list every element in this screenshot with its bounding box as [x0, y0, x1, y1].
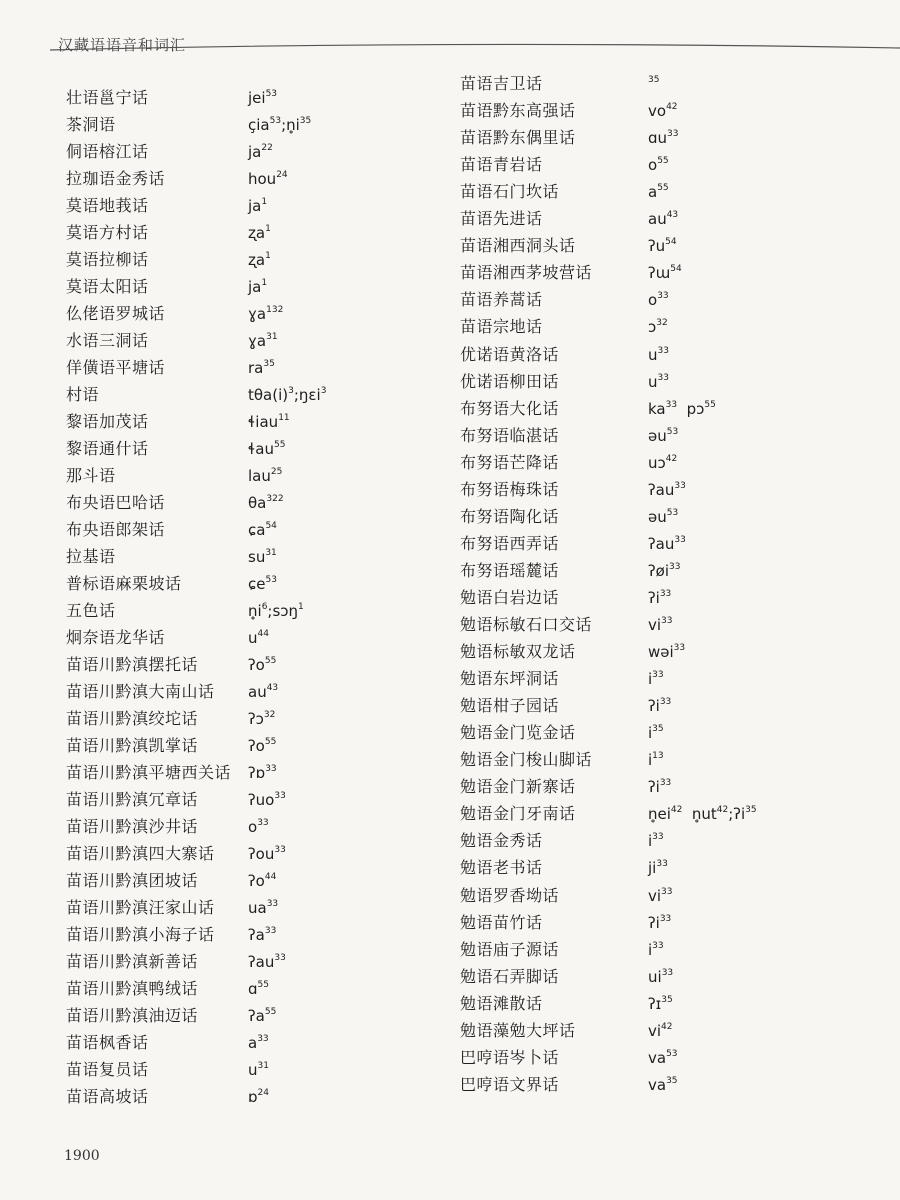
phonetic-form: ɑ$^{55}$ — [248, 980, 269, 998]
phonetic-form: $o^{55}$ — [648, 156, 669, 175]
phonetic-form: ʔɪ$^{35}$ — [648, 994, 673, 1013]
phonetic-form: ɬiau$^{11}$ — [248, 413, 290, 431]
dialect-name: 布央语郎架话 — [66, 520, 166, 539]
dialect-name: 佯僙语平塘话 — [66, 358, 166, 377]
phonetic-form: $au^{43}$ — [648, 210, 679, 229]
phonetic-form: $a^{55}$ — [648, 183, 669, 202]
phonetic-form: $n̥i^6;sɔŋ^1$ — [248, 602, 304, 620]
dialect-name: 苗语枫香话 — [66, 1033, 149, 1052]
dialect-name: 苗语吉卫话 — [460, 74, 543, 93]
dialect-name: 勉语东坪洞话 — [460, 669, 560, 689]
dialect-name: 苗语宗地话 — [460, 317, 543, 337]
phonetic-form: $n̥ei^{42}$ $n̥ut^{42};ʔi^{35}$ — [648, 805, 757, 824]
dialect-name: 苗语川黔滇绞坨话 — [66, 709, 199, 728]
phonetic-form: ʔɯ$^{54}$ — [648, 264, 682, 283]
dialect-name: 茶洞语 — [66, 115, 116, 134]
dialect-name: 仫佬语罗城话 — [66, 304, 166, 323]
dialect-name: 巴哼语岑卜话 — [460, 1047, 560, 1067]
dialect-name: 布努语陶化话 — [460, 506, 560, 526]
phonetic-form: ɣa$^{132}$ — [248, 305, 284, 323]
dialect-name: 普标语麻栗坡话 — [66, 574, 182, 593]
dialect-name: 苗语高坡话 — [66, 1087, 149, 1106]
dialect-name: 勉语标敏双龙话 — [460, 642, 576, 662]
dialect-name: 苗语川黔滇小海子话 — [66, 925, 215, 944]
dialect-name: 拉珈语金秀话 — [66, 169, 166, 188]
phonetic-form: ʔau$^{33}$ — [248, 953, 286, 971]
phonetic-form: ʔo$^{55}$ — [248, 737, 277, 755]
dialect-name: 苗语湘西茅坡营话 — [460, 263, 593, 283]
dialect-name: 苗语川黔滇沙井话 — [66, 817, 199, 836]
dialect-name: 那斗语 — [66, 466, 116, 485]
dialect-name: 苗语黔东高强话 — [460, 101, 576, 121]
dialect-name: 苗语川黔滇冗章话 — [66, 790, 199, 809]
dialect-name: 苗语黔东偶里话 — [460, 128, 576, 148]
dialect-name: 壮语邕宁话 — [66, 88, 149, 107]
phonetic-form: ʐa$^1$ — [248, 251, 271, 269]
dialect-name: 莫语地莪话 — [66, 196, 149, 215]
dialect-name: 苗语养蒿话 — [460, 290, 543, 310]
running-header: 汉藏语语音和词汇 — [58, 36, 187, 54]
header-rule — [50, 42, 900, 56]
phonetic-form: $u^{44}$ — [248, 629, 269, 647]
dialect-name: 苗语川黔滇新善话 — [66, 952, 199, 971]
dialect-name: 勉语金门牙南话 — [460, 804, 576, 824]
phonetic-form: əu$^{53}$ — [648, 426, 679, 445]
phonetic-form: $ui^{33}$ — [648, 967, 674, 986]
phonetic-form: $vi^{33}$ — [648, 616, 673, 634]
phonetic-form: wəi$^{33}$ — [648, 643, 686, 662]
phonetic-form: ɒ$^{24}$ — [248, 1088, 269, 1106]
dialect-name: 巴哼语文界话 — [460, 1074, 560, 1094]
phonetic-form: $vo^{42}$ — [648, 102, 678, 121]
phonetic-form: ʔau$^{33}$ — [648, 534, 686, 553]
phonetic-form: $ji^{33}$ — [648, 859, 668, 878]
dialect-name: 苗语川黔滇团坡话 — [66, 871, 199, 890]
dialect-name: 拉基语 — [66, 547, 116, 566]
phonetic-form: $ja^{22}$ — [248, 143, 273, 161]
dialect-name: 勉语白岩边话 — [460, 587, 560, 607]
dialect-name: 勉语金门览金话 — [460, 723, 576, 743]
dialect-name: 五色话 — [66, 601, 116, 620]
phonetic-form: ɣa$^{31}$ — [248, 332, 278, 350]
phonetic-form: ʔo$^{44}$ — [248, 872, 277, 890]
phonetic-form: $au^{43}$ — [248, 683, 279, 701]
phonetic-form: ʔuo$^{33}$ — [248, 791, 286, 809]
phonetic-form: ɑu$^{33}$ — [648, 129, 679, 148]
dialect-name: 勉语柑子园话 — [460, 696, 560, 716]
phonetic-form: ʔi$^{33}$ — [648, 913, 672, 932]
dialect-name: 莫语太阳话 — [66, 277, 149, 296]
dialect-name: 勉语老书话 — [460, 858, 543, 878]
phonetic-form: ʔɒ$^{33}$ — [248, 764, 277, 782]
phonetic-form: ʔu$^{54}$ — [648, 237, 677, 256]
phonetic-form: ʔi$^{33}$ — [648, 588, 672, 607]
phonetic-form: jei$^{53}$ — [248, 89, 278, 107]
phonetic-form: ɕa$^{54}$ — [248, 521, 277, 539]
phonetic-form: ʔou$^{33}$ — [248, 845, 286, 863]
dialect-name: 优诺语黄洛话 — [460, 344, 560, 364]
dialect-name: 布努语梅珠话 — [460, 479, 560, 499]
dialect-name: 苗语川黔滇四大寨话 — [66, 844, 215, 863]
phonetic-form: $u^{33}$ — [648, 372, 669, 391]
phonetic-form: ʔau$^{33}$ — [648, 480, 686, 499]
phonetic-form: $i^{33}$ — [648, 832, 664, 851]
phonetic-form: hou$^{24}$ — [248, 170, 288, 188]
dialect-name: 黎语加茂话 — [66, 412, 149, 431]
phonetic-form: $o^{33}$ — [248, 818, 269, 836]
dialect-name: 勉语金秀话 — [460, 831, 543, 851]
phonetic-form: uɔ$^{42}$ — [648, 453, 678, 472]
phonetic-form: lau$^{25}$ — [248, 467, 283, 485]
phonetic-form: $i^{33}$ — [648, 670, 664, 689]
phonetic-form: $ja^1$ — [248, 197, 268, 215]
dialect-name: 苗语川黔滇汪家山话 — [66, 898, 215, 917]
phonetic-form: ʔøi$^{33}$ — [648, 561, 681, 580]
dialect-name: 苗语川黔滇大南山话 — [66, 682, 215, 701]
dialect-name: 勉语滩散话 — [460, 993, 543, 1013]
phonetic-form: $ra^{35}$ — [248, 359, 275, 377]
dialect-name: 勉语标敏石口交话 — [460, 615, 593, 634]
page-number: 1900 — [64, 1148, 100, 1164]
dialect-name: 苗语湘西洞头话 — [460, 236, 576, 256]
dialect-name: 布努语芒降话 — [460, 452, 560, 472]
phonetic-form: ʔi$^{33}$ — [648, 778, 672, 797]
phonetic-form: $u^{31}$ — [248, 1061, 269, 1079]
dialect-name: 布努语大化话 — [460, 398, 560, 418]
phonetic-form: $\theta a^{322}$ — [248, 494, 284, 512]
dialect-name: 黎语通什话 — [66, 439, 149, 458]
dialect-name: 苗语川黔滇油迈话 — [66, 1006, 199, 1025]
phonetic-form: əu$^{53}$ — [648, 507, 679, 526]
dialect-name: 苗语川黔滇摆托话 — [66, 655, 199, 674]
dialect-name: 炯奈语龙华话 — [66, 628, 166, 647]
phonetic-form: $o^{33}$ — [648, 291, 669, 310]
dialect-name: 苗语先进话 — [460, 209, 543, 229]
dialect-name: 优诺语柳田话 — [460, 371, 560, 391]
phonetic-form: ʔa$^{55}$ — [248, 1007, 277, 1025]
phonetic-form: $va^{35}$ — [648, 1075, 678, 1094]
phonetic-form: $su^{31}$ — [248, 548, 277, 566]
phonetic-form: $ka^{33}$ pɔ$^{55}$ — [648, 399, 716, 418]
dialect-name: 苗语复员话 — [66, 1060, 149, 1079]
phonetic-form: $vi^{33}$ — [648, 886, 673, 905]
phonetic-form: ʐa$^1$ — [248, 224, 271, 242]
dialect-name: 勉语罗香坳话 — [460, 885, 560, 905]
phonetic-form: ɕe$^{53}$ — [248, 575, 277, 593]
dialect-name: 布努语临湛话 — [460, 425, 560, 445]
dialect-name: 勉语石弄脚话 — [460, 966, 560, 986]
dialect-name: 勉语庙子源话 — [460, 939, 560, 959]
dialect-name: 布努语西弄话 — [460, 533, 560, 553]
dialect-name: 苗语石门坎话 — [460, 182, 560, 202]
phonetic-form: ʔo$^{55}$ — [248, 656, 277, 674]
phonetic-form: $ua^{33}$ — [248, 899, 279, 917]
phonetic-form: $va^{53}$ — [648, 1048, 678, 1067]
phonetic-form: 35 — [648, 75, 660, 85]
phonetic-form: $i^{35}$ — [648, 724, 664, 743]
phonetic-form: $i^{13}$ — [648, 751, 664, 770]
dialect-name: 侗语榕江话 — [66, 142, 149, 161]
phonetic-form: ʔɔ$^{32}$ — [248, 710, 276, 728]
dialect-name: 苗语川黔滇凯掌话 — [66, 736, 199, 755]
dialect-name: 勉语金门梭山脚话 — [460, 750, 593, 770]
phonetic-form: $t\theta a(i)^3;ŋɛi^3$ — [248, 386, 327, 404]
phonetic-form: ʔa$^{33}$ — [248, 926, 277, 944]
phonetic-form: ʔi$^{33}$ — [648, 697, 672, 716]
dialect-name: 莫语方村话 — [66, 223, 149, 242]
dialect-name: 勉语金门新寨话 — [460, 777, 576, 797]
phonetic-form: ɬau$^{55}$ — [248, 440, 286, 458]
dialect-name: 水语三洞话 — [66, 331, 149, 350]
phonetic-form: $çia^{53};n̥i^{35}$ — [248, 116, 312, 134]
phonetic-form: $u^{33}$ — [648, 345, 669, 364]
dialect-name: 布努语瑶麓话 — [460, 560, 560, 580]
dialect-name: 苗语川黔滇鸭绒话 — [66, 979, 199, 998]
phonetic-form: ɔ$^{32}$ — [648, 318, 668, 337]
phonetic-form: $a^{33}$ — [248, 1034, 269, 1052]
phonetic-form: $i^{33}$ — [648, 940, 664, 959]
dialect-name: 勉语苗竹话 — [460, 912, 543, 932]
dialect-name: 村语 — [66, 385, 100, 404]
dialect-name: 苗语川黔滇平塘西关话 — [66, 763, 232, 782]
dialect-name: 勉语藻勉大坪话 — [460, 1020, 576, 1040]
phonetic-form: $vi^{42}$ — [648, 1021, 673, 1040]
dialect-name: 苗语青岩话 — [460, 155, 543, 175]
dialect-name: 莫语拉柳话 — [66, 250, 149, 269]
dialect-name: 布央语巴哈话 — [66, 493, 166, 512]
phonetic-form: $ja^1$ — [248, 278, 268, 296]
